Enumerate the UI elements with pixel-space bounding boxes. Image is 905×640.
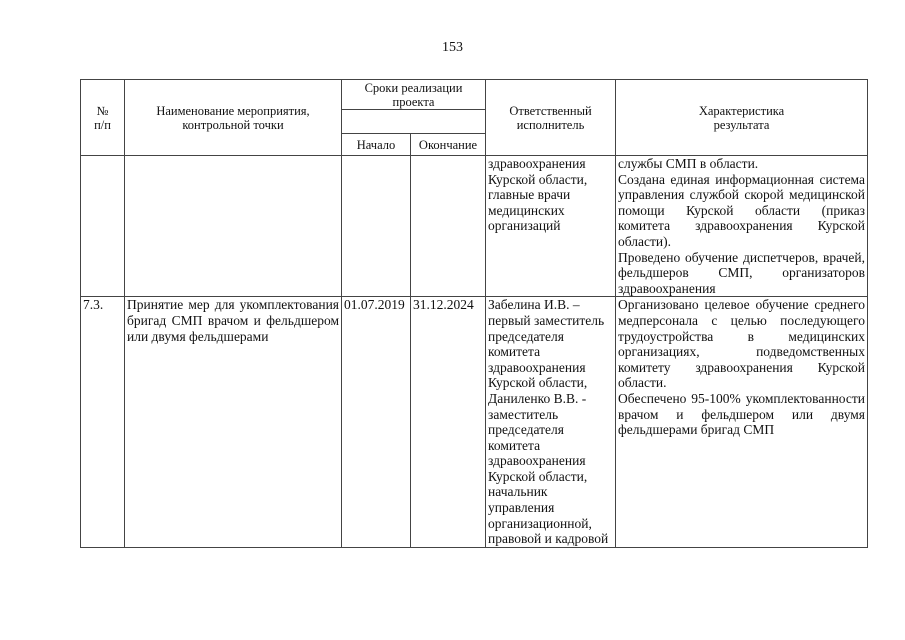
header-name-text: Наименование мероприятия, контрольной точки	[156, 103, 310, 132]
responsible-line: комитета	[488, 344, 541, 360]
responsible-line: председателя	[488, 422, 564, 438]
responsible-line: здравоохранения	[488, 156, 586, 171]
header-start: Начало	[342, 134, 411, 156]
responsible-line: Даниленко В.В. -	[488, 390, 587, 406]
row-end	[411, 156, 486, 297]
row-start: 01.07.2019	[342, 297, 411, 548]
responsible-line: председателя	[488, 328, 564, 344]
row-num: 7.3.	[81, 297, 125, 548]
measures-table	[80, 79, 868, 548]
responsible-line: первый заместитель	[488, 312, 605, 328]
responsible-line: начальник	[488, 484, 548, 500]
row-num	[81, 156, 125, 297]
responsible-line: Забелина И.В. –	[488, 297, 580, 313]
row-responsible	[486, 156, 616, 297]
header-dates-group	[342, 80, 486, 110]
responsible-line: организаций	[488, 218, 561, 234]
row-name: Принятие мер для укомплектования бригад СМП врачом и фельдшером или двумя фельдшерами	[125, 297, 342, 548]
page-number: 153	[442, 40, 463, 55]
responsible-line: комитета	[488, 437, 541, 453]
header-responsible	[486, 80, 616, 156]
header-name	[125, 80, 342, 156]
responsible-line: организационной,	[488, 515, 592, 531]
header-result	[616, 80, 868, 156]
responsible-line: здравоохранения	[488, 453, 586, 469]
row-result: Организовано целевое обучение среднего медперсонала с целью последующего трудоустройства в медицинских организациях, подведомственных комитету здравоохранения Курской области. Обеспечено 95-100% укомплектованности врачом и фельдшером или двумя фельдшерами бригад СМП	[616, 297, 868, 548]
responsible-line: Курской области,	[488, 171, 588, 187]
row-name	[125, 156, 342, 297]
responsible-line: Курской области,	[488, 468, 588, 484]
header-num	[81, 80, 125, 156]
responsible-line: заместитель	[488, 406, 559, 422]
responsible-line: правовой и кадровой	[488, 531, 609, 547]
responsible-line: управления	[488, 500, 555, 516]
table-row	[81, 297, 868, 548]
header-responsible-text: Ответственный исполнитель	[509, 103, 592, 132]
responsible-line: здравоохранения	[488, 359, 586, 375]
row-end: 31.12.2024	[411, 297, 486, 548]
row-start	[342, 156, 411, 297]
table-row	[81, 156, 868, 297]
header-result-text: Характеристика результата	[698, 103, 785, 132]
header-end: Окончание	[411, 134, 486, 156]
row-result: службы СМП в области. Создана единая информационная система управления службой скорой медицинской помощи Курской области (приказ комитета здравоохранения Курской области). Проведено обучение диспетчеров, врачей, фельдшеров СМП, организаторов здравоохранения	[616, 156, 868, 297]
responsible-line: Курской области,	[488, 375, 588, 391]
header-dates-spacer	[342, 110, 486, 134]
responsible-line: медицинских	[488, 202, 565, 218]
header-dates-text: Сроки реализации проекта	[364, 80, 463, 109]
row-responsible	[486, 297, 616, 548]
header-num-text: № п/п	[94, 103, 111, 132]
responsible-line: главные врачи	[488, 187, 571, 203]
